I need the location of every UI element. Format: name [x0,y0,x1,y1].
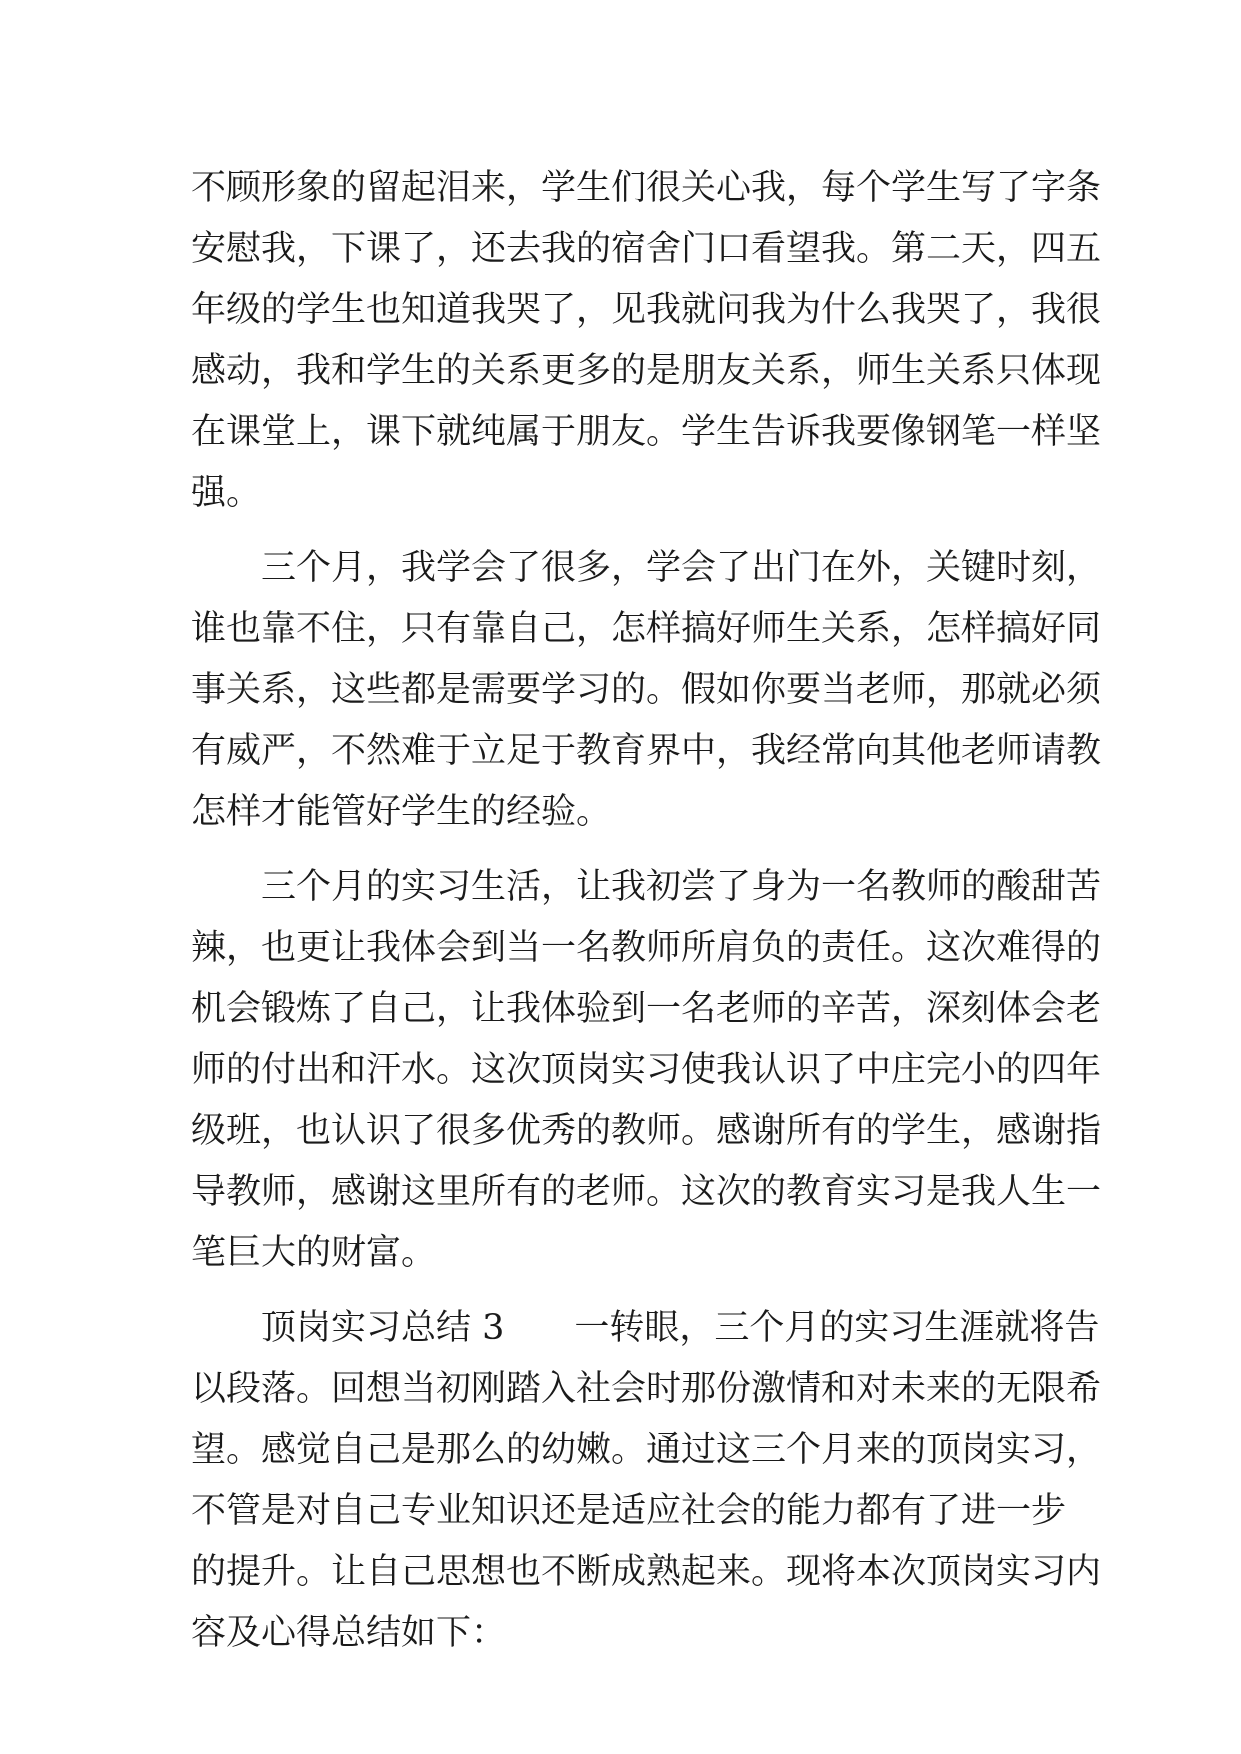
text-line: 以段落。回想当初刚踏入社会时那份激情和对未来的无限希 [191,1369,1102,1409]
paragraph-gap [191,843,1051,857]
text-line: 不顾形象的留起泪来，学生们很关心我，每个学生写了字条 [191,168,1102,208]
text-line: 辣，也更让我体会到当一名教师所肩负的责任。这次难得的 [191,928,1102,968]
text-line: 三个月的实习生活，让我初尝了身为一名教师的酸甜苦 [261,867,1102,907]
paragraph-4 [191,1298,1102,1664]
paragraph-1 [191,158,1102,524]
text-line: 在课堂上，课下就纯属于朋友。学生告诉我要像钢笔一样坚 [191,412,1102,452]
text-line: 怎样才能管好学生的经验。 [191,792,612,832]
paragraph-3 [191,857,1102,1284]
document-body [191,158,1102,1664]
text-line: 谁也靠不住，只有靠自己，怎样搞好师生关系，怎样搞好同 [191,609,1102,649]
paragraph-gap [191,1284,1051,1298]
text-line: 顶岗实习总结 3 一转眼，三个月的实习生涯就将告 [261,1308,1100,1348]
text-line: 级班，也认识了很多优秀的教师。感谢所有的学生，感谢指 [191,1111,1102,1151]
text-line: 的提升。让自己思想也不断成熟起来。现将本次顶岗实习内 [191,1552,1102,1592]
paragraph-gap [191,524,1051,538]
text-line: 笔巨大的财富。 [191,1233,437,1273]
text-line: 事关系，这些都是需要学习的。假如你要当老师，那就必须 [191,670,1102,710]
text-line: 感动，我和学生的关系更多的是朋友关系，师生关系只体现 [191,351,1102,391]
text-line: 三个月，我学会了很多，学会了出门在外，关键时刻， [261,548,1102,588]
text-line: 有威严，不然难于立足于教育界中，我经常向其他老师请教 [191,731,1102,771]
text-line: 安慰我，下课了，还去我的宿舍门口看望我。第二天，四五 [191,229,1102,269]
text-line: 导教师，感谢这里所有的老师。这次的教育实习是我人生一 [191,1172,1102,1212]
text-line: 年级的学生也知道我哭了，见我就问我为什么我哭了，我很 [191,290,1102,330]
text-line: 容及心得总结如下： [191,1613,507,1653]
text-line: 望。感觉自己是那么的幼嫩。通过这三个月来的顶岗实习， [191,1430,1102,1470]
text-line: 强。 [191,473,262,513]
text-line: 不管是对自己专业知识还是适应社会的能力都有了进一步 [191,1491,1067,1531]
text-line: 师的付出和汗水。这次顶岗实习使我认识了中庄完小的四年 [191,1050,1102,1090]
text-line: 机会锻炼了自己，让我体验到一名老师的辛苦，深刻体会老 [191,989,1102,1029]
paragraph-2 [191,538,1102,843]
